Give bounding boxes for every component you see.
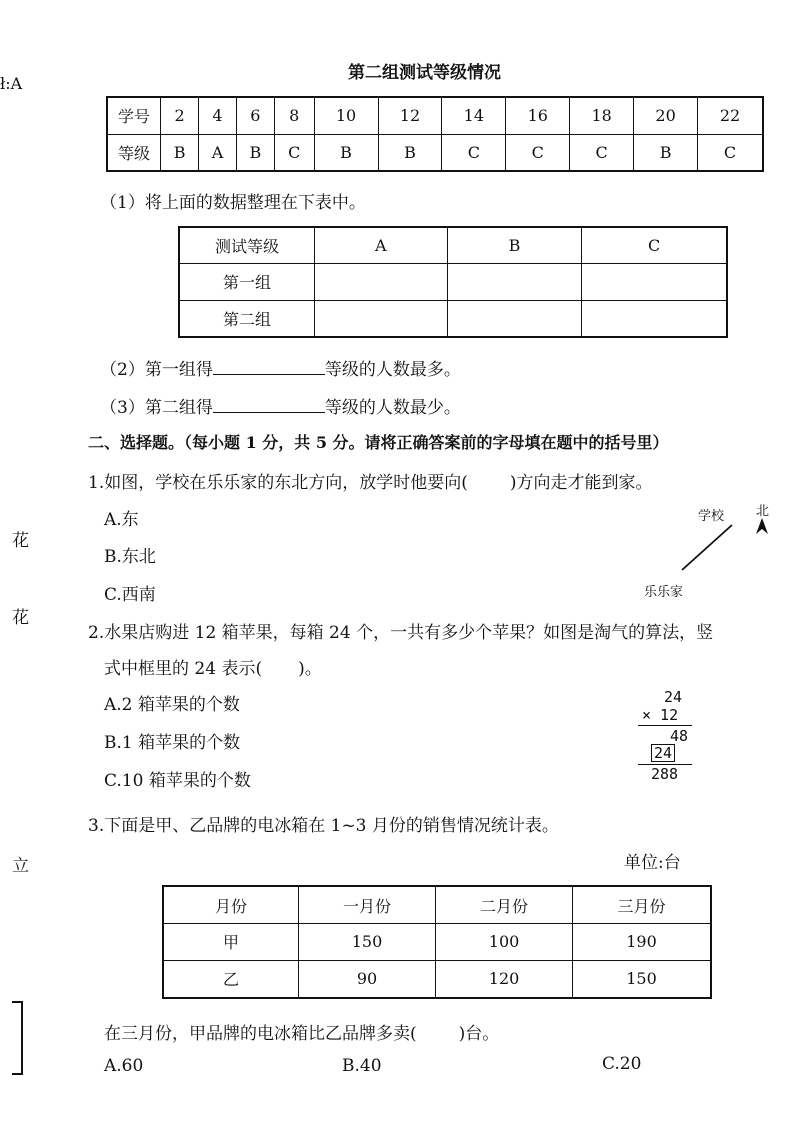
table-cell: 150 xyxy=(299,924,436,961)
table-cell: 10 xyxy=(314,97,378,134)
answer-cell[interactable] xyxy=(582,264,727,300)
table-cell: 乙 xyxy=(163,960,299,998)
problem-3-stem: 3.下面是甲、乙品牌的电冰箱在 1~3 月份的销售情况统计表。 xyxy=(88,816,559,836)
table-header-cell: 一月份 xyxy=(299,886,436,924)
calc-rule-1 xyxy=(638,725,692,726)
table-cell: B xyxy=(161,134,199,171)
question-2 xyxy=(100,355,461,380)
question-1-instruction: （1）将上面的数据整理在下表中。 xyxy=(100,193,366,213)
group2-grade-table xyxy=(106,96,764,172)
problem-1-stem-b: )方向走才能到家。 xyxy=(509,473,653,493)
problem-1-option-b: B.东北 xyxy=(104,547,156,567)
answer-cell[interactable] xyxy=(447,264,582,300)
table-header-cell: 二月份 xyxy=(436,886,573,924)
table-cell: B xyxy=(236,134,274,171)
answer-cell[interactable] xyxy=(582,300,727,337)
unit-label: 单位:台 xyxy=(624,853,681,873)
table-row xyxy=(163,960,711,998)
table-row xyxy=(107,134,763,171)
table-cell: 14 xyxy=(442,97,506,134)
problem-2-line-2 xyxy=(104,654,322,679)
table-row xyxy=(107,97,763,134)
problem-2-option-b: B.1 箱苹果的个数 xyxy=(104,733,241,753)
problem-3-question xyxy=(104,1019,499,1044)
table-cell: A xyxy=(199,134,237,171)
problem-3-option-c: C.20 xyxy=(602,1054,642,1074)
table-cell: 12 xyxy=(378,97,442,134)
table-header-cell: C xyxy=(582,227,727,264)
problem-2-line-2b: )。 xyxy=(298,659,322,679)
table-row-label: 第一组 xyxy=(179,264,315,300)
calc-multiplier: × 12 xyxy=(642,706,679,724)
table-header-cell: 三月份 xyxy=(573,886,711,924)
problem-3-question-b: )台。 xyxy=(458,1024,500,1044)
problem-1-stem xyxy=(88,468,653,493)
table-cell: C xyxy=(506,134,570,171)
table-header-cell: 测试等级 xyxy=(179,227,315,264)
table-cell: 100 xyxy=(436,924,573,961)
diagram-school-label: 学校 xyxy=(698,509,725,524)
problem-3-option-b: B.40 xyxy=(342,1056,382,1076)
table-cell: C xyxy=(570,134,634,171)
path-line xyxy=(682,525,732,570)
table-cell: 6 xyxy=(236,97,274,134)
problem-2-option-a: A.2 箱苹果的个数 xyxy=(104,695,240,715)
table-cell: 2 xyxy=(161,97,199,134)
margin-fragment-li: 立 xyxy=(12,856,29,876)
calc-partial-1: 48 xyxy=(670,727,689,745)
problem-3-option-a: A.60 xyxy=(104,1056,144,1076)
problem-2-option-c: C.10 箱苹果的个数 xyxy=(104,771,251,791)
answer-cell[interactable] xyxy=(315,264,448,300)
problem-3-question-a: 在三月份，甲品牌的电冰箱比乙品牌多卖( xyxy=(104,1024,417,1044)
table-cell: B xyxy=(378,134,442,171)
table-cell: 8 xyxy=(274,97,314,134)
summary-table xyxy=(178,226,728,338)
table-cell: C xyxy=(698,134,763,171)
table-row xyxy=(163,886,711,924)
table-cell: B xyxy=(634,134,698,171)
margin-fragment-hua-1: 花 xyxy=(12,531,29,551)
problem-1-option-c: C.西南 xyxy=(104,585,156,605)
page-title: 第二组测试等级情况 xyxy=(348,63,501,83)
table-row xyxy=(163,924,711,961)
margin-bracket xyxy=(10,1000,26,1078)
table-header-cell: B xyxy=(447,227,582,264)
problem-2-line-2a: 式中框里的 24 表示( xyxy=(104,659,263,679)
table-cell: 学号 xyxy=(107,97,161,134)
table-cell: 18 xyxy=(570,97,634,134)
calc-partial-2-boxed: 24 xyxy=(651,744,675,762)
table-row-label: 第二组 xyxy=(179,300,315,337)
table-cell: 22 xyxy=(698,97,763,134)
margin-fragment-top: ł:A xyxy=(0,74,23,93)
calc-result: 288 xyxy=(651,765,679,783)
table-cell: B xyxy=(314,134,378,171)
diagram-north-label: 北 xyxy=(756,504,770,519)
table-cell: 等级 xyxy=(107,134,161,171)
table-cell: 150 xyxy=(573,960,711,998)
table-cell: C xyxy=(442,134,506,171)
table-cell: 16 xyxy=(506,97,570,134)
question-2-pre: （2）第一组得 xyxy=(100,360,213,380)
question-2-post: 等级的人数最多。 xyxy=(324,360,461,380)
answer-cell[interactable] xyxy=(447,300,582,337)
answer-blank[interactable] xyxy=(213,358,325,375)
section-2-heading: 二、选择题。（每小题 1 分，共 5 分。请将正确答案前的字母填在题中的括号里） xyxy=(88,433,669,452)
diagram-home-label: 乐乐家 xyxy=(644,585,684,600)
answer-blank[interactable] xyxy=(213,396,325,413)
table-cell: C xyxy=(274,134,314,171)
table-header-cell: 月份 xyxy=(163,886,299,924)
problem-1-stem-a: 1.如图，学校在乐乐家的东北方向，放学时他要向( xyxy=(88,473,468,493)
question-3 xyxy=(100,393,461,418)
sales-table xyxy=(162,885,712,999)
table-row xyxy=(179,300,727,337)
question-3-pre: （3）第二组得 xyxy=(100,398,213,418)
table-header-cell: A xyxy=(315,227,448,264)
problem-1-option-a: A.东 xyxy=(104,510,139,530)
table-cell: 20 xyxy=(634,97,698,134)
problem-2-line-1: 2.水果店购进 12 箱苹果，每箱 24 个，一共有多少个苹果？如图是淘气的算法，竖 xyxy=(88,623,714,643)
calc-top: 24 xyxy=(664,688,683,706)
north-arrow-icon xyxy=(756,518,768,534)
table-cell: 120 xyxy=(436,960,573,998)
table-cell: 190 xyxy=(573,924,711,961)
table-cell: 90 xyxy=(299,960,436,998)
margin-fragment-hua-2: 花 xyxy=(12,608,29,628)
table-row xyxy=(179,227,727,264)
answer-cell[interactable] xyxy=(315,300,448,337)
table-row xyxy=(179,264,727,300)
table-cell: 甲 xyxy=(163,924,299,961)
question-3-post: 等级的人数最少。 xyxy=(324,398,461,418)
table-cell: 4 xyxy=(199,97,237,134)
